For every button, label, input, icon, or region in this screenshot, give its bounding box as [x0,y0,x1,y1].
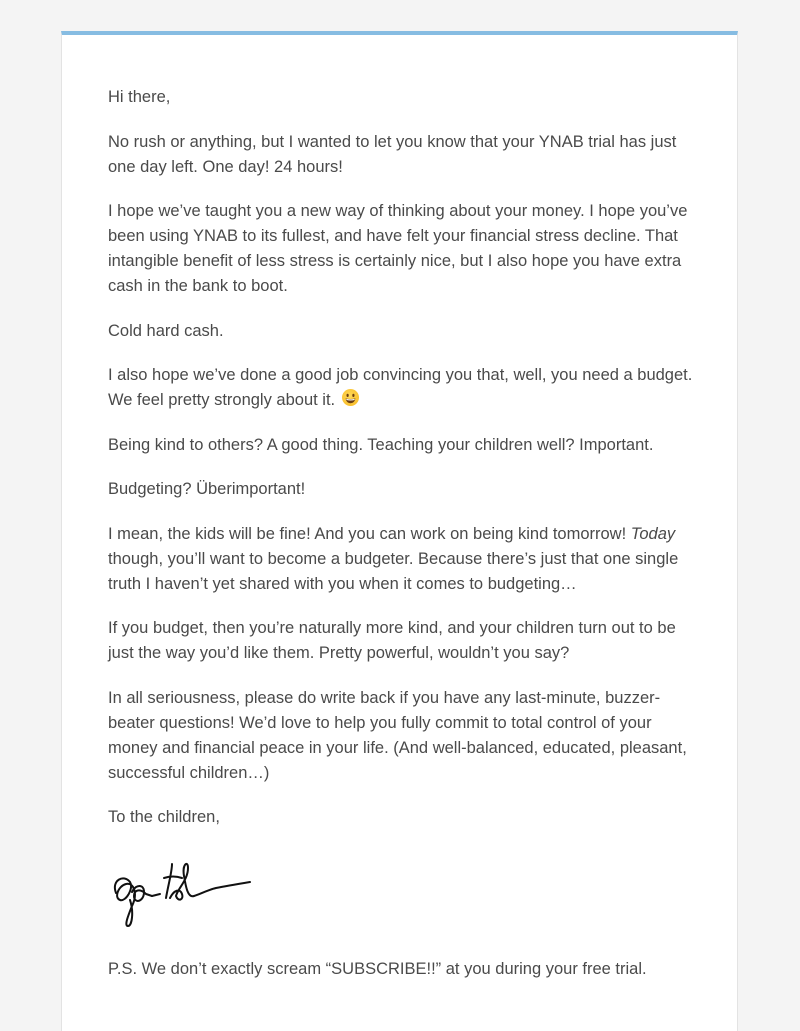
greeting: Hi there, [108,88,171,106]
paragraph-kids-text-a: I mean, the kids will be fine! And you can work on being kind tomorrow! [108,524,627,543]
paragraph-kids-text-b: though, you’ll want to become a budgeter. Because there’s just that one single truth I haven’t yet shared with you when it comes to budgeting… [108,549,679,593]
postscript: P.S. We don’t exactly scream “SUBSCRIBE!!” at you during your free trial. [108,959,647,978]
emphasis-today: Today [630,524,676,543]
paragraph-seriousness: In all seriousness, please do write back if you have any last-minute, buzzer-beater questions! We’d love to help you fully commit to total control of your money and financial peace in your life. (And well-balanced, educated, pleasant, successful children…) [108,688,687,782]
paragraph-budgeting: Budgeting? Überimportant! [108,480,306,498]
paragraph-budget [108,363,698,413]
paragraph-hope: I hope we’ve taught you a new way of thinking about your money. I hope you’ve been using YNAB to its fullest, and have felt your financial stress decline. That intangible benefit of less stress is certainly nice, but I also hope you have extra cash in the bank to boot. [108,202,688,295]
signoff: To the children, [108,808,220,826]
paragraph-kids [108,522,698,597]
grinning-face-icon [342,389,359,406]
email-body [108,85,698,1001]
signature-image [108,850,698,928]
paragraph-budget-text: I also hope we’ve done a good job convincing you that, well, you need a budget. We feel pretty strongly about it. [108,366,693,409]
paragraph-cold-cash: Cold hard cash. [108,321,224,340]
email-card [61,31,738,1031]
paragraph-trial-notice: No rush or anything, but I wanted to let you know that your YNAB trial has just one day left. One day! 24 hours! [108,132,677,176]
paragraph-powerful: If you budget, then you’re naturally more kind, and your children turn out to be just the way you’d like them. Pretty powerful, wouldn’t you say? [108,619,676,662]
paragraph-kindness: Being kind to others? A good thing. Teaching your children well? Important. [108,435,654,454]
